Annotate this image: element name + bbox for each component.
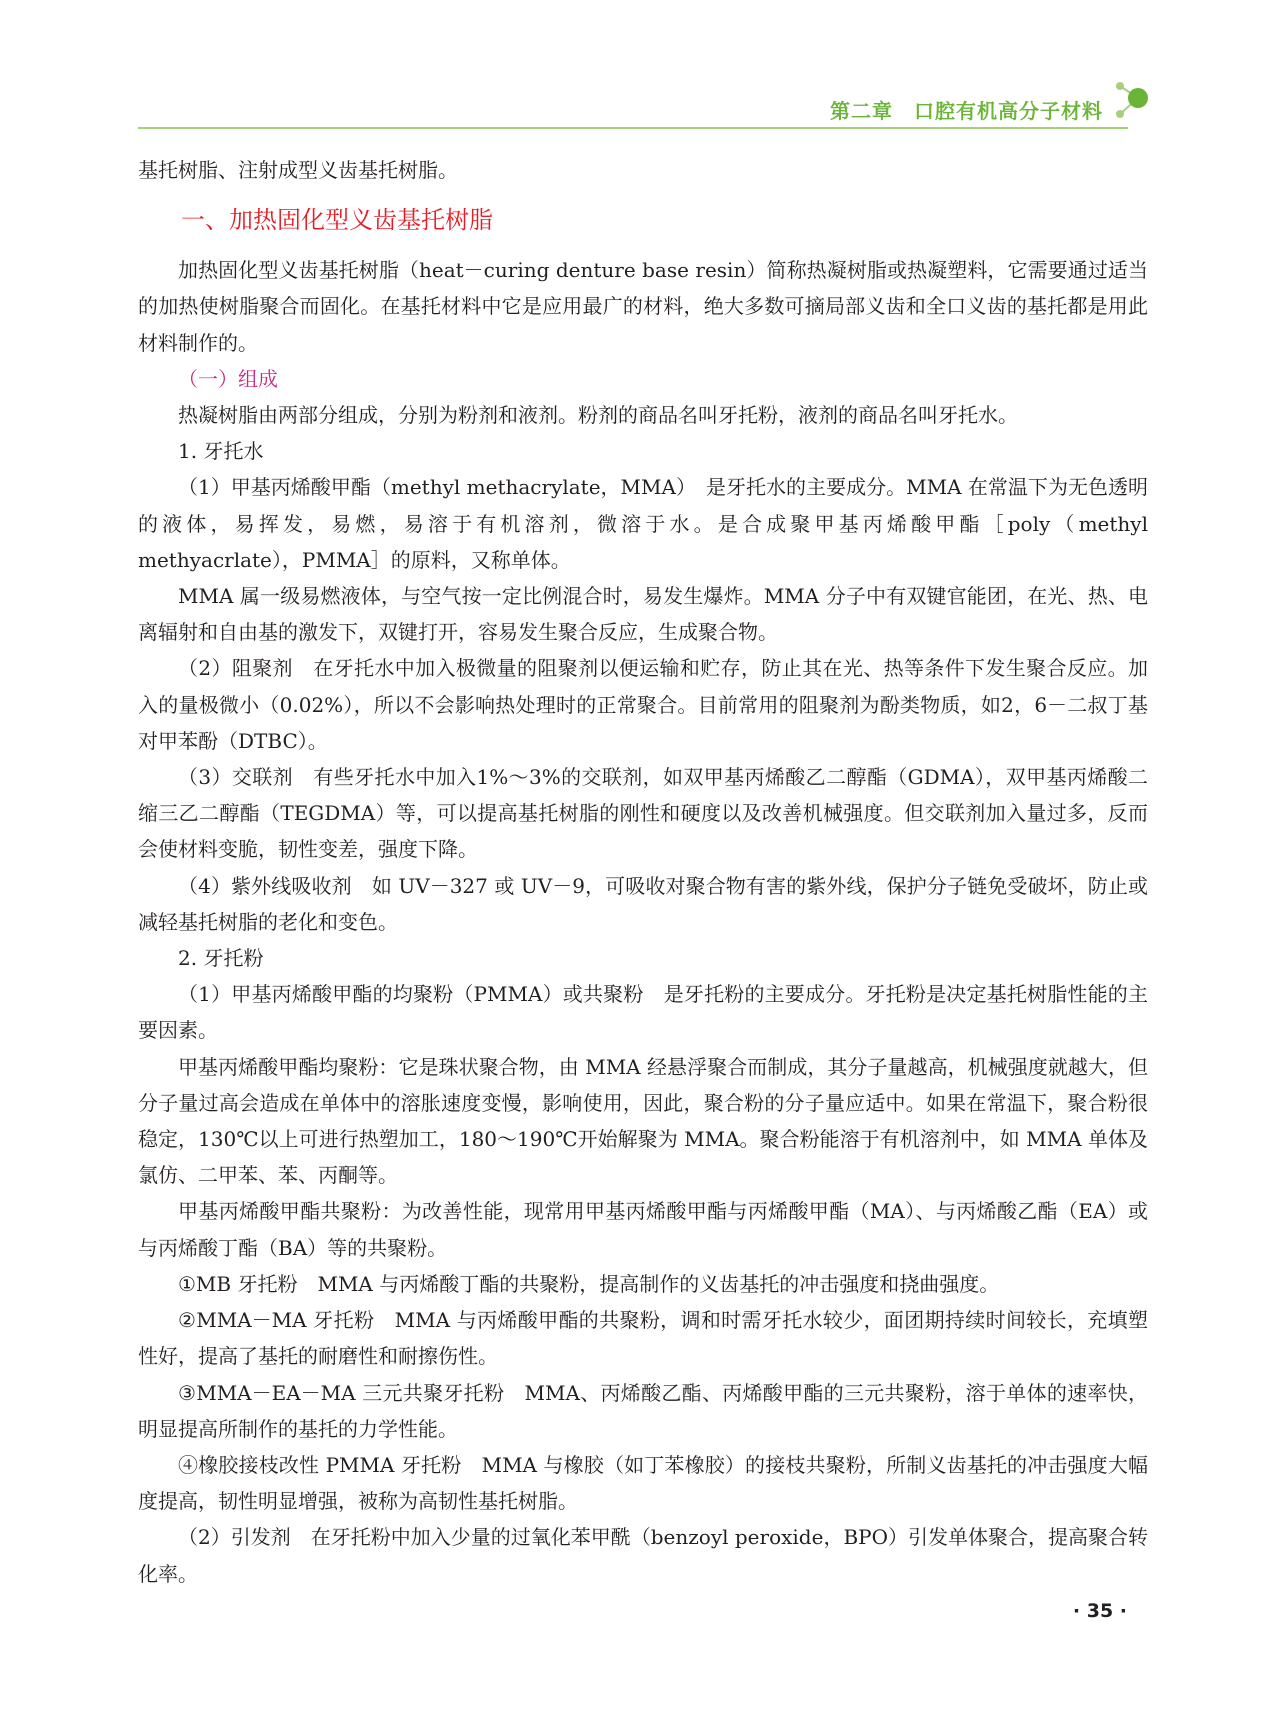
item1-paragraph-1: （1）甲基丙烯酸甲酯（methyl methacrylate，MMA） 是牙托水的主要成分。MMA 在常温下为无色透明的液体，易挥发，易燃，易溶于有机溶剂，微溶于水。是合成聚甲基丙烯酸甲酯［poly（methyl methyacrlate），PMMA］的原料，又称单体。 xyxy=(138,475,1148,572)
section-paragraph: 加热固化型义齿基托树脂（heat－curing denture base resin）简称热凝树脂或热凝塑料，它需要通过适当的加热使树脂聚合而固化。在基托材料中它是应用最广的材料，绝大多数可摘局部义齿和全口义齿的基托都是用此材料制作的。 xyxy=(138,258,1148,355)
chapter-title: 第二章 口腔有机高分子材料 xyxy=(830,99,1103,123)
item2-paragraph-5: ②MMA－MA 牙托粉 MMA 与丙烯酸甲酯的共聚粉，调和时需牙托水较少，面团期持续时间较长，充填塑性好，提高了基托的耐磨性和耐擦伤性。 xyxy=(138,1308,1148,1369)
page-number: · 35 · xyxy=(1072,1600,1127,1622)
section-heading: 一、加热固化型义齿基托树脂 xyxy=(181,206,493,235)
page-content xyxy=(138,152,1148,1592)
item1-paragraph-4: （3）交联剂 有些牙托水中加入1%～3%的交联剂，如双甲基丙烯酸乙二醇酯（GDMA），双甲基丙烯酸二缩三乙二醇酯（TEGDMA）等，可以提高基托树脂的刚性和硬度以及改善机械强度。但交联剂加入量过多，反而会使材料变脆，韧性变差，强度下降。 xyxy=(138,765,1148,862)
subsection-heading: （一）组成 xyxy=(178,366,278,391)
item1-paragraph-3: （2）阻聚剂 在牙托水中加入极微量的阻聚剂以便运输和贮存，防止其在光、热等条件下发生聚合反应。加入的量极微小（0.02%），所以不会影响热处理时的正常聚合。目前常用的阻聚剂为酚类物质，如2，6－二叔丁基对甲苯酚（DTBC）。 xyxy=(138,656,1148,753)
molecule-icon xyxy=(1108,80,1168,140)
page-header xyxy=(0,0,1275,130)
item1-title: 1. 牙托水 xyxy=(178,439,264,464)
item2-paragraph-6: ③MMA－EA－MA 三元共聚牙托粉 MMA、丙烯酸乙酯、丙烯酸甲酯的三元共聚粉，溶于单体的速率快，明显提高所制作的基托的力学性能。 xyxy=(138,1380,1148,1441)
item2-paragraph-4: ①MB 牙托粉 MMA 与丙烯酸丁酯的共聚粉，提高制作的义齿基托的冲击强度和挠曲强度。 xyxy=(178,1271,1000,1296)
item2-paragraph-8: （2）引发剂 在牙托粉中加入少量的过氧化苯甲酰（benzoyl peroxide，BPO）引发单体聚合，提高聚合转化率。 xyxy=(138,1525,1148,1586)
item2-paragraph-2: 甲基丙烯酸甲酯均聚粉：它是珠状聚合物，由 MMA 经悬浮聚合而制成，其分子量越高，机械强度就越大，但分子量过高会造成在单体中的溶胀速度变慢，影响使用，因此，聚合粉的分子量应适中。如果在常温下，聚合粉很稳定，130℃以上可进行热塑加工，180～190℃开始解聚为 MMA。聚合粉能溶于有机溶剂中，如 MMA 单体及氯仿、二甲苯、苯、丙酮等。 xyxy=(138,1054,1148,1188)
composition-paragraph: 热凝树脂由两部分组成，分别为粉剂和液剂。粉剂的商品名叫牙托粉，液剂的商品名叫牙托水。 xyxy=(178,403,1018,428)
intro-paragraph: 基托树脂、注射成型义齿基托树脂。 xyxy=(138,158,458,182)
item1-paragraph-5: （4）紫外线吸收剂 如 UV－327 或 UV－9，可吸收对聚合物有害的紫外线，保护分子链免受破坏，防止或减轻基托树脂的老化和变色。 xyxy=(138,873,1148,934)
item2-paragraph-7: ④橡胶接枝改性 PMMA 牙托粉 MMA 与橡胶（如丁苯橡胶）的接枝共聚粉，所制义齿基托的冲击强度大幅度提高，韧性明显增强，被称为高韧性基托树脂。 xyxy=(138,1452,1148,1514)
item2-paragraph-3: 甲基丙烯酸甲酯共聚粉：为改善性能，现常用甲基丙烯酸甲酯与丙烯酸甲酯（MA）、与丙烯酸乙酯（EA）或与丙烯酸丁酯（BA）等的共聚粉。 xyxy=(138,1199,1148,1260)
item1-paragraph-2: MMA 属一级易燃液体，与空气按一定比例混合时，易发生爆炸。MMA 分子中有双键官能团，在光、热、电离辐射和自由基的激发下，双键打开，容易发生聚合反应，生成聚合物。 xyxy=(138,584,1148,645)
header-divider xyxy=(138,127,1128,129)
item2-title: 2. 牙托粉 xyxy=(178,946,264,971)
item2-paragraph-1: （1）甲基丙烯酸甲酯的均聚粉（PMMA）或共聚粉 是牙托粉的主要成分。牙托粉是决定基托树脂性能的主要因素。 xyxy=(138,982,1148,1043)
